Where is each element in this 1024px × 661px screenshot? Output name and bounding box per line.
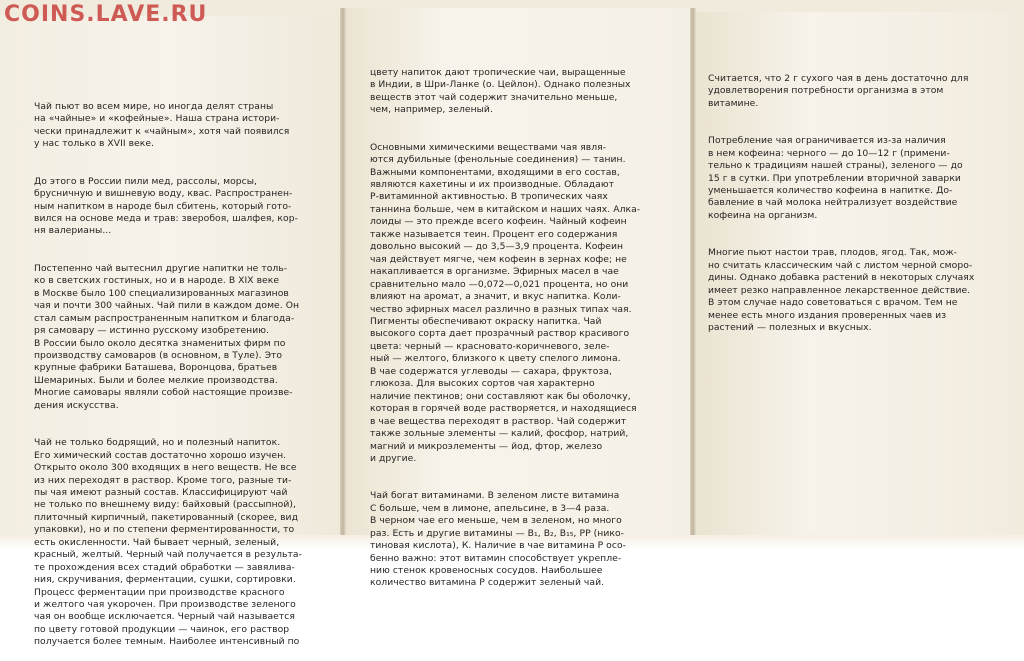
paragraph: Считается, что 2 г сухого чая в день достаточно для удовлетворения потребности организма в этом витамине. <box>708 72 969 109</box>
text-column-middle <box>370 42 656 602</box>
paragraph: Основными химическими веществами чая явля- ются дубильные (фенольные соединения) — танин. Важными компонентами, входящими в его состав, являются кахетины и их производные. Обладают Р-витаминной активностью. В тропических чаях таннина больше, чем в китайском и наших чаях. Алка- лоиды — это прежде всего кофеин. Чайный кофеин также называется теин. Процент его содержания довольно высокий — до 3,5—3,9 процента. Кофеин чая действует мягче, чем кофеин в зернах кофе; не накапливается в организме. Эфирных масел в чае сравнительно мало —0,072—0,021 процента, но они влияют на аромат, а значит, и вкус напитка. Коли- чество эфирных масел различно в разных типах чая. Пигменты обеспечивают окраску напитка. Чай высокого сорта дает прозрачный раствор красивого цвета: черный — красновато-коричневого, зеле- ный — желтого, близкого к цвету спелого лимона. В чае содержатся углеводы — сахара, фруктоза, глюкоза. Для высоких сортов чая характерно наличие пектинов; они составляют как бы оболочку, которая в горячей воде растворяется, и находящиеся в чае вещества переходят в раствор. Чай содержит также зольные элементы — калий, фосфор, натрий, магний и микроэлементы — йод, фтор, железо и другие. <box>370 141 641 464</box>
text-column-right <box>708 48 990 347</box>
fold-line-left <box>340 8 346 542</box>
paragraph: Чай пьют во всем мире, но иногда делят страны на «чайные» и «кофейные». Наша страна истори- чески принадлежит к «чайным», хотя чай появился у нас только в XVII веке. <box>34 100 290 150</box>
paragraph: цвету напиток дают тропические чаи, выращенные в Индии, в Шри-Ланке (о. Цейлон). Однако полезных веществ этот чай содержит значительно меньше, чем, например, зеленый. <box>370 66 631 116</box>
paragraph: Многие пьют настои трав, плодов, ягод. Так, мож- но считать классическим чай с листом черной сморо- дины. Однако добавка растений в некоторых случаях имеет резко направленное лекарственное действие. В этом случае надо советоваться с врачом. Тем не менее есть много издания проверенных чаев из растений — полезных и вкусных. <box>708 247 975 333</box>
watermark-text: COINS.LAVE.RU <box>4 2 208 27</box>
paragraph: Потребление чая ограничивается из-за наличия в нем кофеина: черного — до 10—12 г (примени- тельно к традициям нашей страны), зеленого — до 15 г в сутки. При употреблении вторичной заварки уменьшается количество кофеина в напитке. До- бавление в чай молока нейтрализует воздействие кофеина на организм. <box>708 135 963 221</box>
paragraph: Чай богат витаминами. В зеленом листе витамина С больше, чем в лимоне, апельсине, в 3—4 раза. В черном чае его меньше, чем в зеленом, но много раз. Есть и другие витамины — В₁, В₂, В₁₅, РР (нико- тиновая кислота), К. Наличие в чае витамина Р осо- бенно важно: этот витамин способствует укрепле- нию стенок кровеносных сосудов. Наибольшее количество витамина Р содержит зеленый чай. <box>370 490 626 589</box>
paragraph: Постепенно чай вытеснил другие напитки не толь- ко в светских гостиных, но и в народе. В XIX веке в Москве было 100 специализированных магазинов чая и почти 300 чайных. Чай пили в каждом доме. Он стал самым распространенным напитком и благода- ря самовару — истинно русскому изобретению. В России было около десятка знаменитых фирм по производству самоваров (в основном, в Туле). Это крупные фабрики Баташева, Воронцова, братьев Шемариных. Были и более мелкие производства. Многие самовары являли собой настоящие произве- дения искусства. <box>34 262 300 411</box>
paragraph: Чай не только бодрящий, но и полезный напиток. Его химический состав достаточно хорошо изучен. Открыто около 300 входящих в него веществ. Не все из них переходят в раствор. Кроме того, разные ти- пы чая имеют разный состав. Классифицируют чай не только по внешнему виду: байховый (рассыпной), плиточный кирпичный, пакетированный (скорее, вид упаковки), но и по степени ферментированности, то есть окисленности. Чай бывает черный, зеленый, красный, желтый. Черный чай получается в результа- те прохождения всех стадий обработки — завялива- ния, скручивания, ферментации, сушки, сортировки. Процесс ферментации при производстве красного и желтого чая укорочен. При производстве зеленого чая он вообще исключается. Черный чай называется по цвету готовой продукции — чаинок, его раствор получается более темным. Наиболее интенсивный по <box>34 437 302 648</box>
text-column-left <box>34 76 320 661</box>
paragraph: До этого в России пили мед, рассолы, морсы, брусничную и вишневую воду, квас. Распространен- ным напитком в народе был сбитень, который гото- вился на основе меда и трав: зверобоя, шалфея, кор- ня валерианы... <box>34 175 298 237</box>
fold-line-right <box>690 8 696 542</box>
